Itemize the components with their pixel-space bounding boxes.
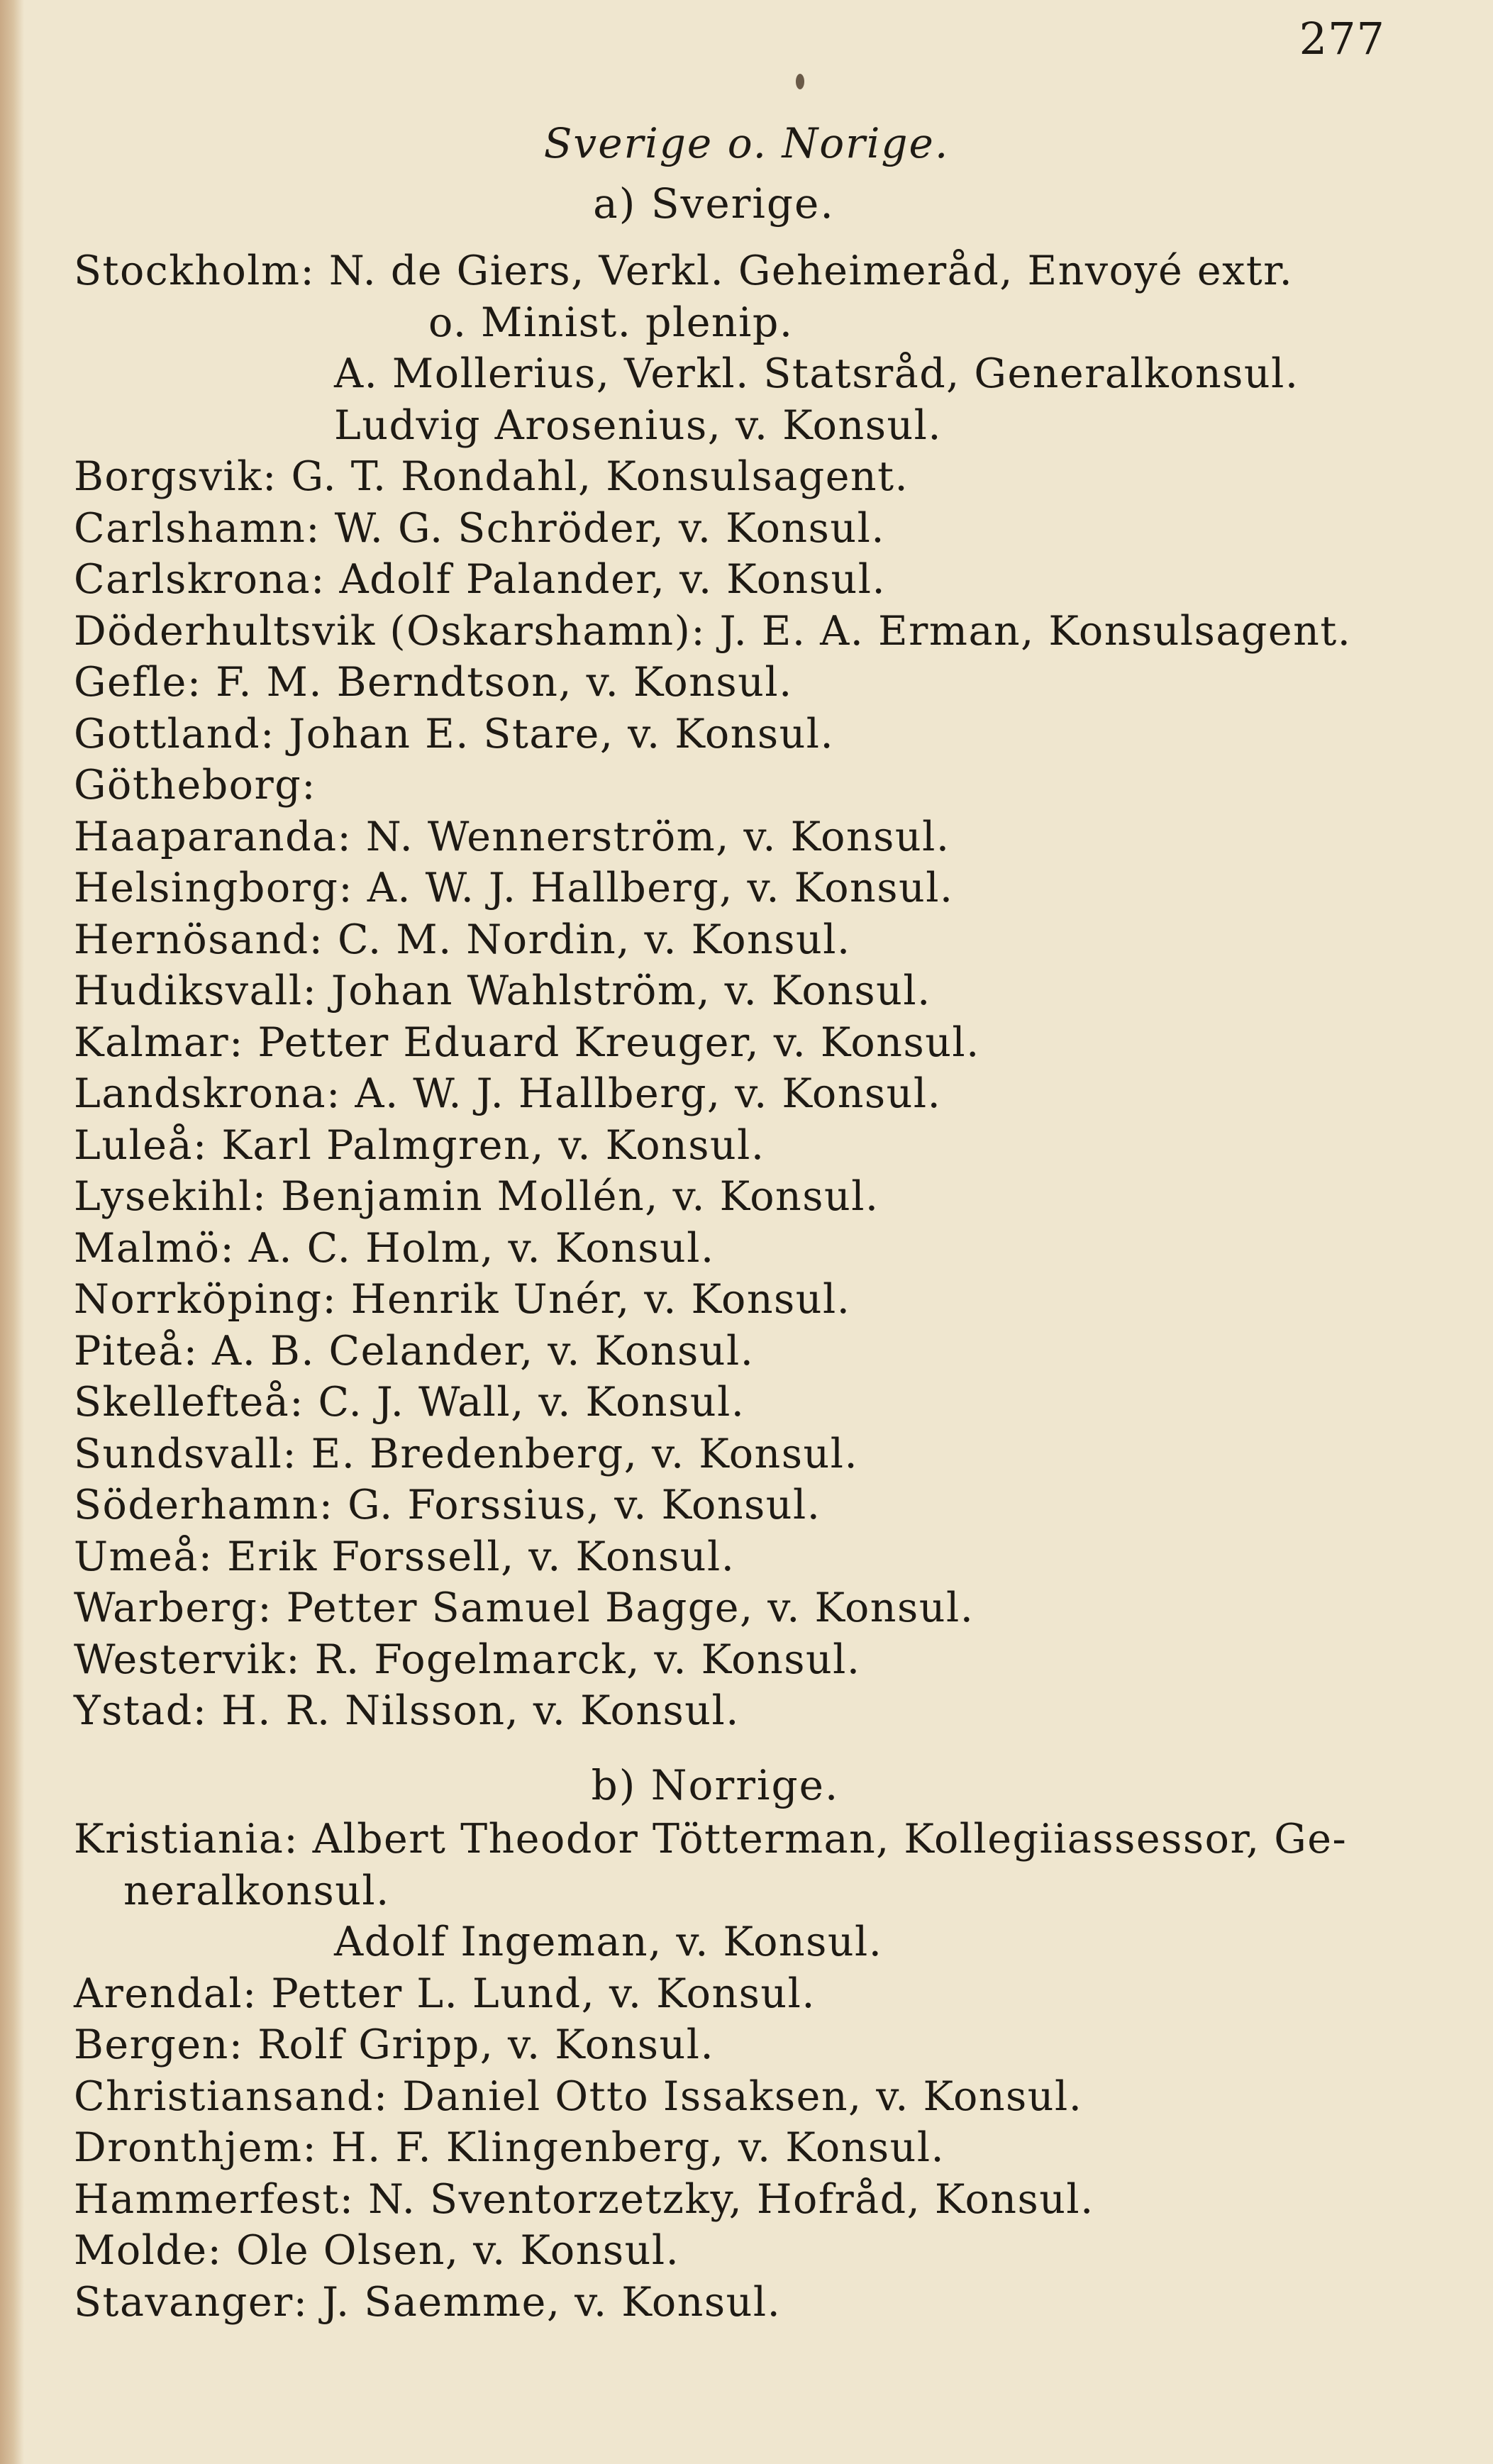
- entry-arendal: Arendal: Petter L. Lund, v. Konsul.: [74, 1970, 816, 2017]
- entry-kristiania-continuation: neralkonsul.: [123, 1867, 390, 1914]
- page-number: 277: [1299, 13, 1385, 65]
- entry-stockholm-extra-2: Ludvig Arosenius, v. Konsul.: [334, 401, 943, 449]
- page-edge: [0, 0, 24, 2464]
- entry-soderhamn: Söderhamn: G. Forssius, v. Konsul.: [74, 1482, 821, 1528]
- entry-molde: Molde: Ole Olsen, v. Konsul.: [74, 2227, 680, 2274]
- entry-carlskrona: Carlskrona: Adolf Palander, v. Konsul.: [74, 556, 887, 603]
- entry-gotheborg: Götheborg:: [74, 762, 316, 809]
- entry-skelleftea: Skellefteå: C. J. Wall, v. Konsul.: [74, 1379, 745, 1426]
- entry-kalmar: Kalmar: Petter Eduard Kreuger, v. Konsul.: [74, 1019, 980, 1066]
- entry-ystad: Ystad: H. R. Nilsson, v. Konsul.: [74, 1687, 740, 1734]
- entry-borgsvik: Borgsvik: G. T. Rondahl, Konsulsagent.: [74, 453, 909, 500]
- entry-bergen: Bergen: Rolf Gripp, v. Konsul.: [74, 2021, 715, 2068]
- entry-kristiania-extra: Adolf Ingeman, v. Konsul.: [334, 1919, 883, 1965]
- entry-doderhultsvik: Döderhultsvik (Oskarshamn): J. E. A. Erman, Konsulsagent.: [74, 607, 1352, 655]
- entry-stockholm-extra-1: A. Mollerius, Verkl. Statsråd, Generalkonsul.: [334, 350, 1299, 397]
- entry-helsingborg: Helsingborg: A. W. J. Hallberg, v. Konsul.: [74, 865, 954, 911]
- entry-haaparanda: Haaparanda: N. Wennerström, v. Konsul.: [74, 813, 950, 860]
- ornament-mark: [796, 74, 804, 89]
- entry-carlshamn: Carlshamn: W. G. Schröder, v. Konsul.: [74, 504, 885, 552]
- entry-gottland: Gottland: Johan E. Stare, v. Konsul.: [74, 710, 835, 757]
- entry-hammerfest: Hammerfest: N. Sventorzetzky, Hofråd, Konsul.: [74, 2175, 1094, 2223]
- entry-dronthjem: Dronthjem: H. F. Klingenberg, v. Konsul.: [74, 2124, 945, 2171]
- entry-lulea: Luleå: Karl Palmgren, v. Konsul.: [74, 1121, 765, 1169]
- sweden-heading: a) Sverige.: [593, 179, 835, 228]
- entry-malmo: Malmö: A. C. Holm, v. Konsul.: [74, 1224, 715, 1272]
- entry-westervik: Westervik: R. Fogelmarck, v. Konsul.: [74, 1636, 861, 1683]
- entry-landskrona: Landskrona: A. W. J. Hallberg, v. Konsul.: [74, 1070, 942, 1117]
- entry-lysekihl: Lysekihl: Benjamin Mollén, v. Konsul.: [74, 1173, 879, 1220]
- entry-stockholm-continuation: o. Minist. plenip.: [428, 299, 794, 346]
- entry-hudiksvall: Hudiksvall: Johan Wahlström, v. Konsul.: [74, 967, 931, 1014]
- sweden-consul-list: [74, 245, 1443, 1737]
- entry-gefle: Gefle: F. M. Berndtson, v. Konsul.: [74, 659, 793, 706]
- section-title: Sverige o. Norige.: [543, 119, 950, 167]
- entry-umea: Umeå: Erik Forssell, v. Konsul.: [74, 1533, 736, 1580]
- entry-stockholm: Stockholm: N. de Giers, Verkl. Geheimeråd, Envoyé extr.: [74, 248, 1294, 294]
- norway-consul-list: [74, 1814, 1443, 2328]
- entry-kristiania: Kristiania: Albert Theodor Tötterman, Kollegiiassessor, Ge-: [74, 1816, 1348, 1863]
- entry-pitea: Piteå: A. B. Celander, v. Konsul.: [74, 1327, 755, 1375]
- entry-christiansand: Christiansand: Daniel Otto Issaksen, v. Konsul.: [74, 2072, 1083, 2120]
- entry-hernosand: Hernösand: C. M. Nordin, v. Konsul.: [74, 916, 851, 963]
- entry-norrkoping: Norrköping: Henrik Unér, v. Konsul.: [74, 1276, 851, 1323]
- entry-warberg: Warberg: Petter Samuel Bagge, v. Konsul.: [74, 1585, 975, 1631]
- entry-sundsvall: Sundsvall: E. Bredenberg, v. Konsul.: [74, 1430, 859, 1477]
- norway-heading: b) Norrige.: [591, 1761, 840, 1809]
- entry-stavanger: Stavanger: J. Saemme, v. Konsul.: [74, 2278, 782, 2326]
